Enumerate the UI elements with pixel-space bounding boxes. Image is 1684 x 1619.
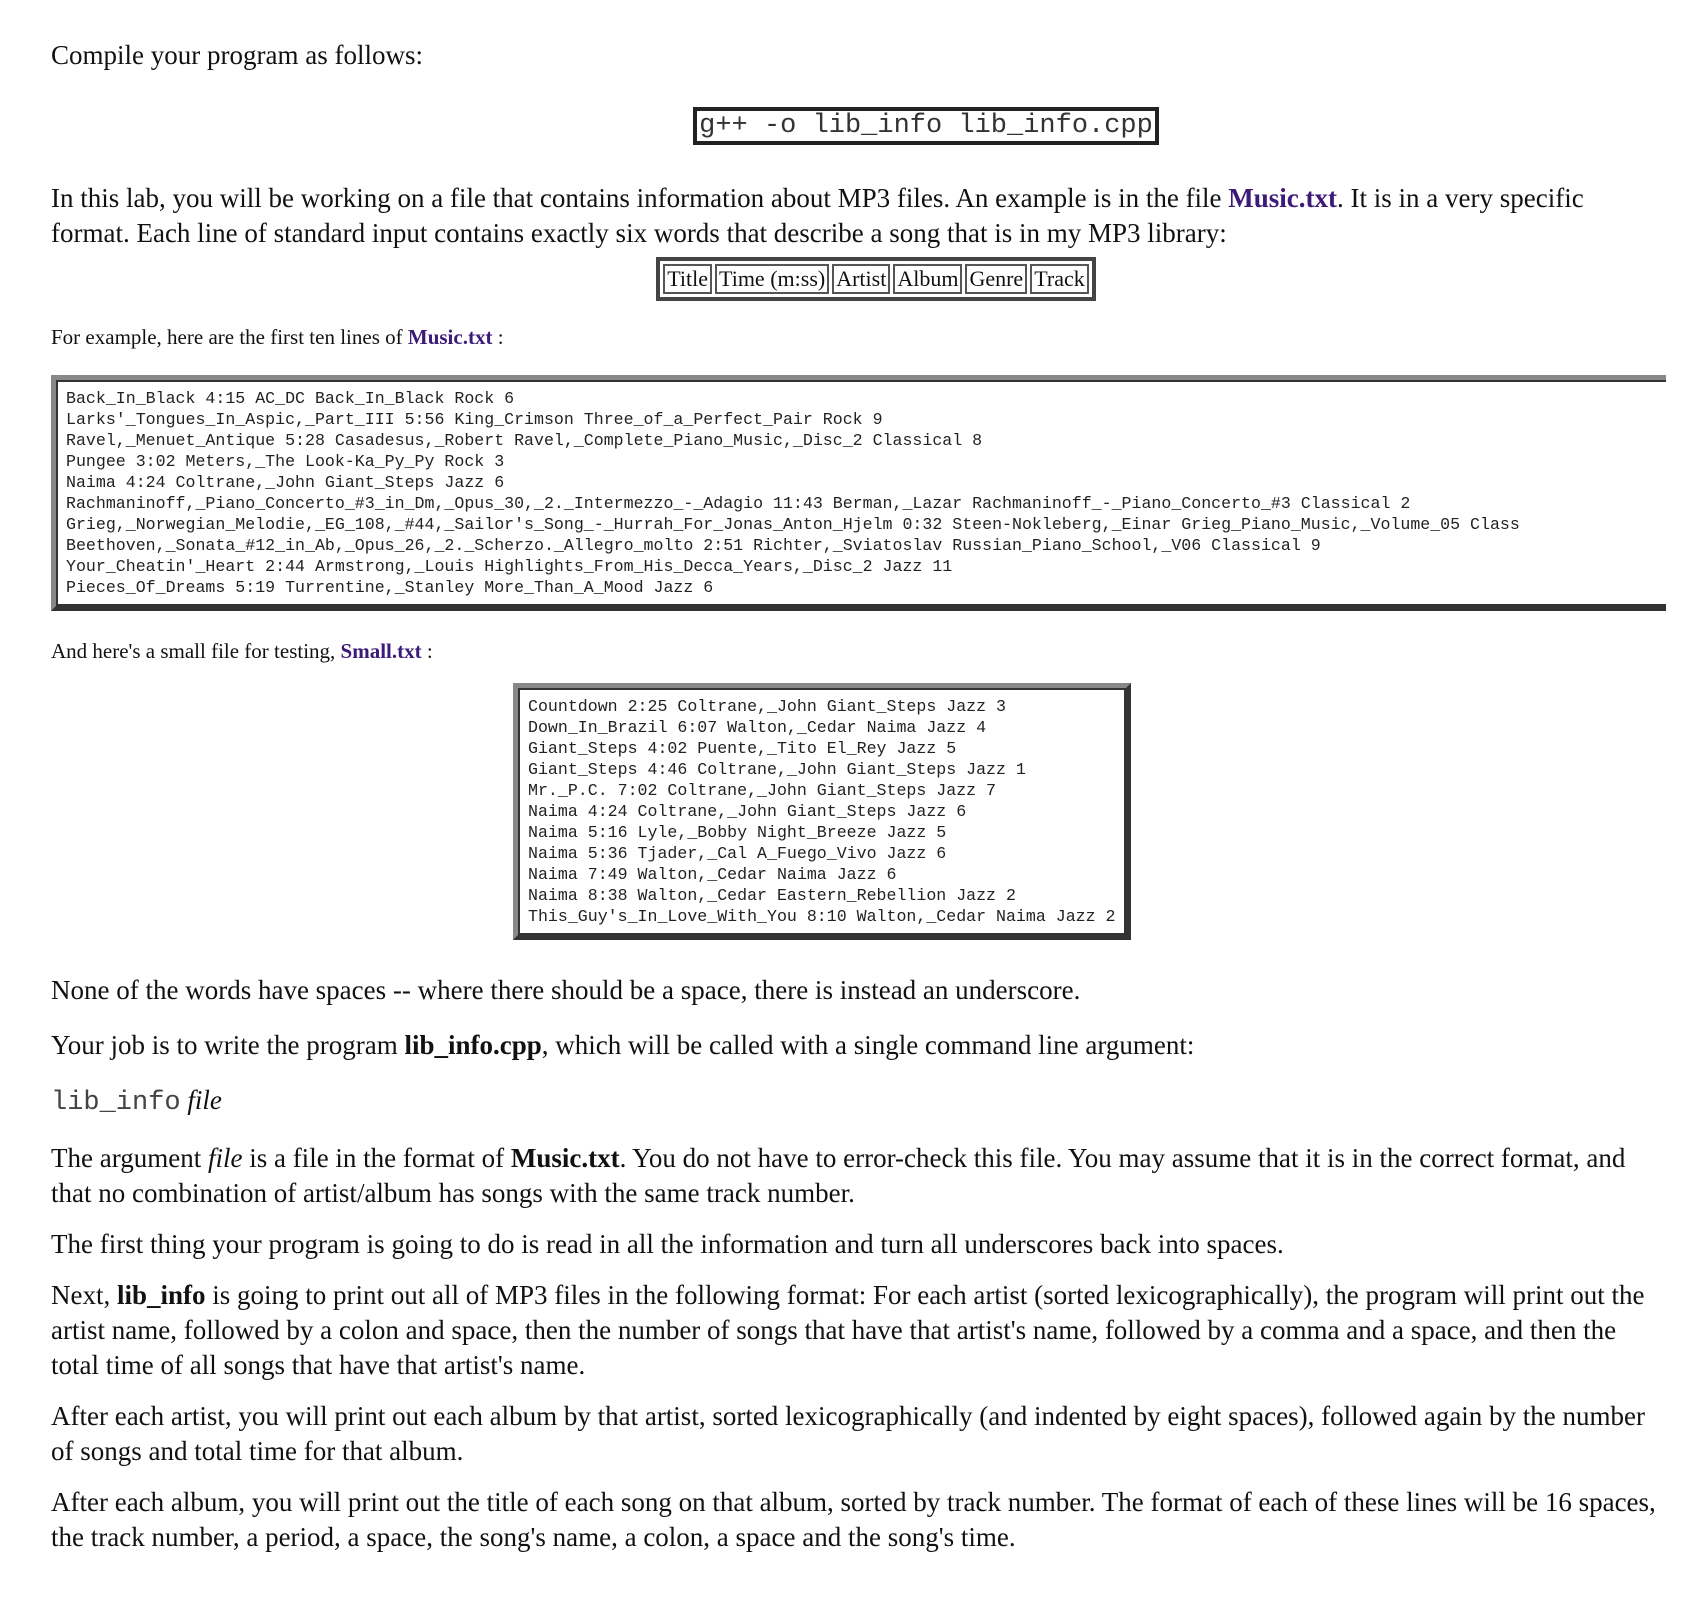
field-artist: Artist [832,264,890,294]
code-line: Rachmaninoff,_Piano_Concerto_#3_in_Dm,_Opus_30,_2._Intermezzo_-_Adagio 11:43 Berman,_Lazar Rachmaninoff_-_Piano_Concerto_#3 Classical 2 [66,494,1411,513]
usage-line [51,1083,1661,1121]
next-paragraph [51,1278,1661,1383]
artist-paragraph: After each artist, you will print out each album by that artist, sorted lexicographically (and indented by eight spaces), followed again by the number of songs and total time for that album. [51,1401,1646,1466]
code-line: Down_In_Brazil 6:07 Walton,_Cedar Naima Jazz 4 [528,718,987,737]
code-line: Naima 8:38 Walton,_Cedar Eastern_Rebellion Jazz 2 [528,886,1016,905]
music-txt-link-2[interactable]: Music.txt [407,325,493,349]
fields-table-wrap [51,257,1661,301]
music-txt-sample [51,375,1666,611]
code-line: Mr._P.C. 7:02 Coltrane,_John Giant_Steps Jazz 7 [528,781,997,800]
small-text: And here's a small file for testing, [51,639,341,663]
field-album: Album [893,264,962,294]
intro-paragraph [51,181,1661,251]
code-line: Naima 4:24 Coltrane,_John Giant_Steps Jazz 6 [528,802,967,821]
fields-table [656,257,1095,301]
job-paragraph [51,1028,1661,1063]
code-line: Beethoven,_Sonata_#12_in_Ab,_Opus_26,_2._Scherzo._Allegro_molto 2:51 Richter,_Sviatoslav Russian_Piano_School,_V06 Classical 9 [66,536,1321,555]
first-paragraph: The first thing your program is going to do is read in all the information and turn all underscores back into spaces. [51,1229,1284,1259]
music-txt-link[interactable]: Music.txt [1228,183,1338,213]
argument-text-3: . You do not have to error-check this file. You may assume that it is in the correct format, and that no combination of artist/album has songs with the same track number. [51,1143,1626,1208]
next-program-name: lib_info [116,1280,206,1310]
spaces-paragraph: None of the words have spaces -- where there should be a space, there is instead an underscore. [51,975,1081,1005]
field-time: Time (m:ss) [715,264,829,294]
intro-text-2: . It is in a very specific format. Each line of standard input contains exactly six words that describe a song that is in my MP3 library: [51,183,1584,248]
code-line: Giant_Steps 4:46 Coltrane,_John Giant_Steps Jazz 1 [528,760,1026,779]
field-title: Title [663,264,712,294]
small-txt-sample [513,683,1131,940]
code-line: Pieces_Of_Dreams 5:19 Turrentine,_Stanley More_Than_A_Mood Jazz 6 [66,578,714,597]
code-line: Pungee 3:02 Meters,_The Look-Ka_Py_Py Rock 3 [66,452,505,471]
compile-command: g++ -o lib_info lib_info.cpp [693,107,1159,145]
code-line: Naima 7:49 Walton,_Cedar Naima Jazz 6 [528,865,897,884]
example-caption [51,323,1661,351]
code-line: This_Guy's_In_Love_With_You 8:10 Walton,_Cedar Naima Jazz 2 [528,907,1116,926]
code-line: Countdown 2:25 Coltrane,_John Giant_Steps Jazz 3 [528,697,1006,716]
argument-paragraph [51,1141,1661,1211]
album-paragraph: After each album, you will print out the title of each song on that album, sorted by track number. The format of each of these lines will be 16 spaces, the track number, a period, a space, the song's name, a colon, a space and the song's time. [51,1487,1656,1552]
field-genre: Genre [965,264,1027,294]
document-page [51,38,1661,1555]
code-line: Larks'_Tongues_In_Aspic,_Part_III 5:56 King_Crimson Three_of_a_Perfect_Pair Rock 9 [66,410,883,429]
argument-text-1: The argument [51,1143,208,1173]
field-track: Track [1030,264,1089,294]
intro-text-1: In this lab, you will be working on a file that contains information about MP3 files. An example is in the file [51,183,1229,213]
small-txt-link[interactable]: Small.txt [340,639,422,663]
small-caption [51,637,1661,665]
small-suffix: : [421,639,433,663]
code-line: Giant_Steps 4:02 Puente,_Tito El_Rey Jazz 5 [528,739,957,758]
code-line: Your_Cheatin'_Heart 2:44 Armstrong,_Louis Highlights_From_His_Decca_Years,_Disc_2 Jazz 11 [66,557,953,576]
example-suffix: : [492,325,504,349]
example-text: For example, here are the first ten lines of [51,325,408,349]
code-line: Naima 5:36 Tjader,_Cal A_Fuego_Vivo Jazz 6 [528,844,947,863]
job-text-1: Your job is to write the program [51,1030,405,1060]
job-program-name: lib_info.cpp [404,1030,542,1060]
code-line: Naima 5:16 Lyle,_Bobby Night_Breeze Jazz 5 [528,823,947,842]
usage-argument: file [187,1085,222,1115]
compile-intro: Compile your program as follows: [51,40,423,70]
code-line: Grieg,_Norwegian_Melodie,_EG_108,_#44,_Sailor's_Song_-_Hurrah_For_Jonas_Anton_Hjelm 0:32 Steen-Nokleberg,_Einar Grieg_Piano_Music,_Volume_05 Class [66,515,1520,534]
code-line: Naima 4:24 Coltrane,_John Giant_Steps Jazz 6 [66,473,505,492]
usage-command: lib_info [51,1088,181,1118]
job-text-2: , which will be called with a single command line argument: [541,1030,1195,1060]
compile-command-wrap [51,107,1661,145]
argument-text-2: is a file in the format of [242,1143,511,1173]
code-line: Back_In_Black 4:15 AC_DC Back_In_Black Rock 6 [66,389,515,408]
next-text-2: is going to print out all of MP3 files in the following format: For each artist (sorted lexicographically), the program will print out the artist name, followed by a colon and space, then the number of songs that have that artist's name, followed by a comma and a space, and then the total time of all songs that have that artist's name. [51,1280,1645,1380]
small-txt-sample-wrap [51,683,1661,945]
argument-file: file [207,1143,243,1173]
argument-music-txt: Music.txt [510,1143,620,1173]
next-text-1: Next, [51,1280,117,1310]
code-line: Ravel,_Menuet_Antique 5:28 Casadesus,_Robert Ravel,_Complete_Piano_Music,_Disc_2 Classical 8 [66,431,983,450]
small-txt-lines [518,688,1126,935]
music-txt-lines [56,380,1666,606]
